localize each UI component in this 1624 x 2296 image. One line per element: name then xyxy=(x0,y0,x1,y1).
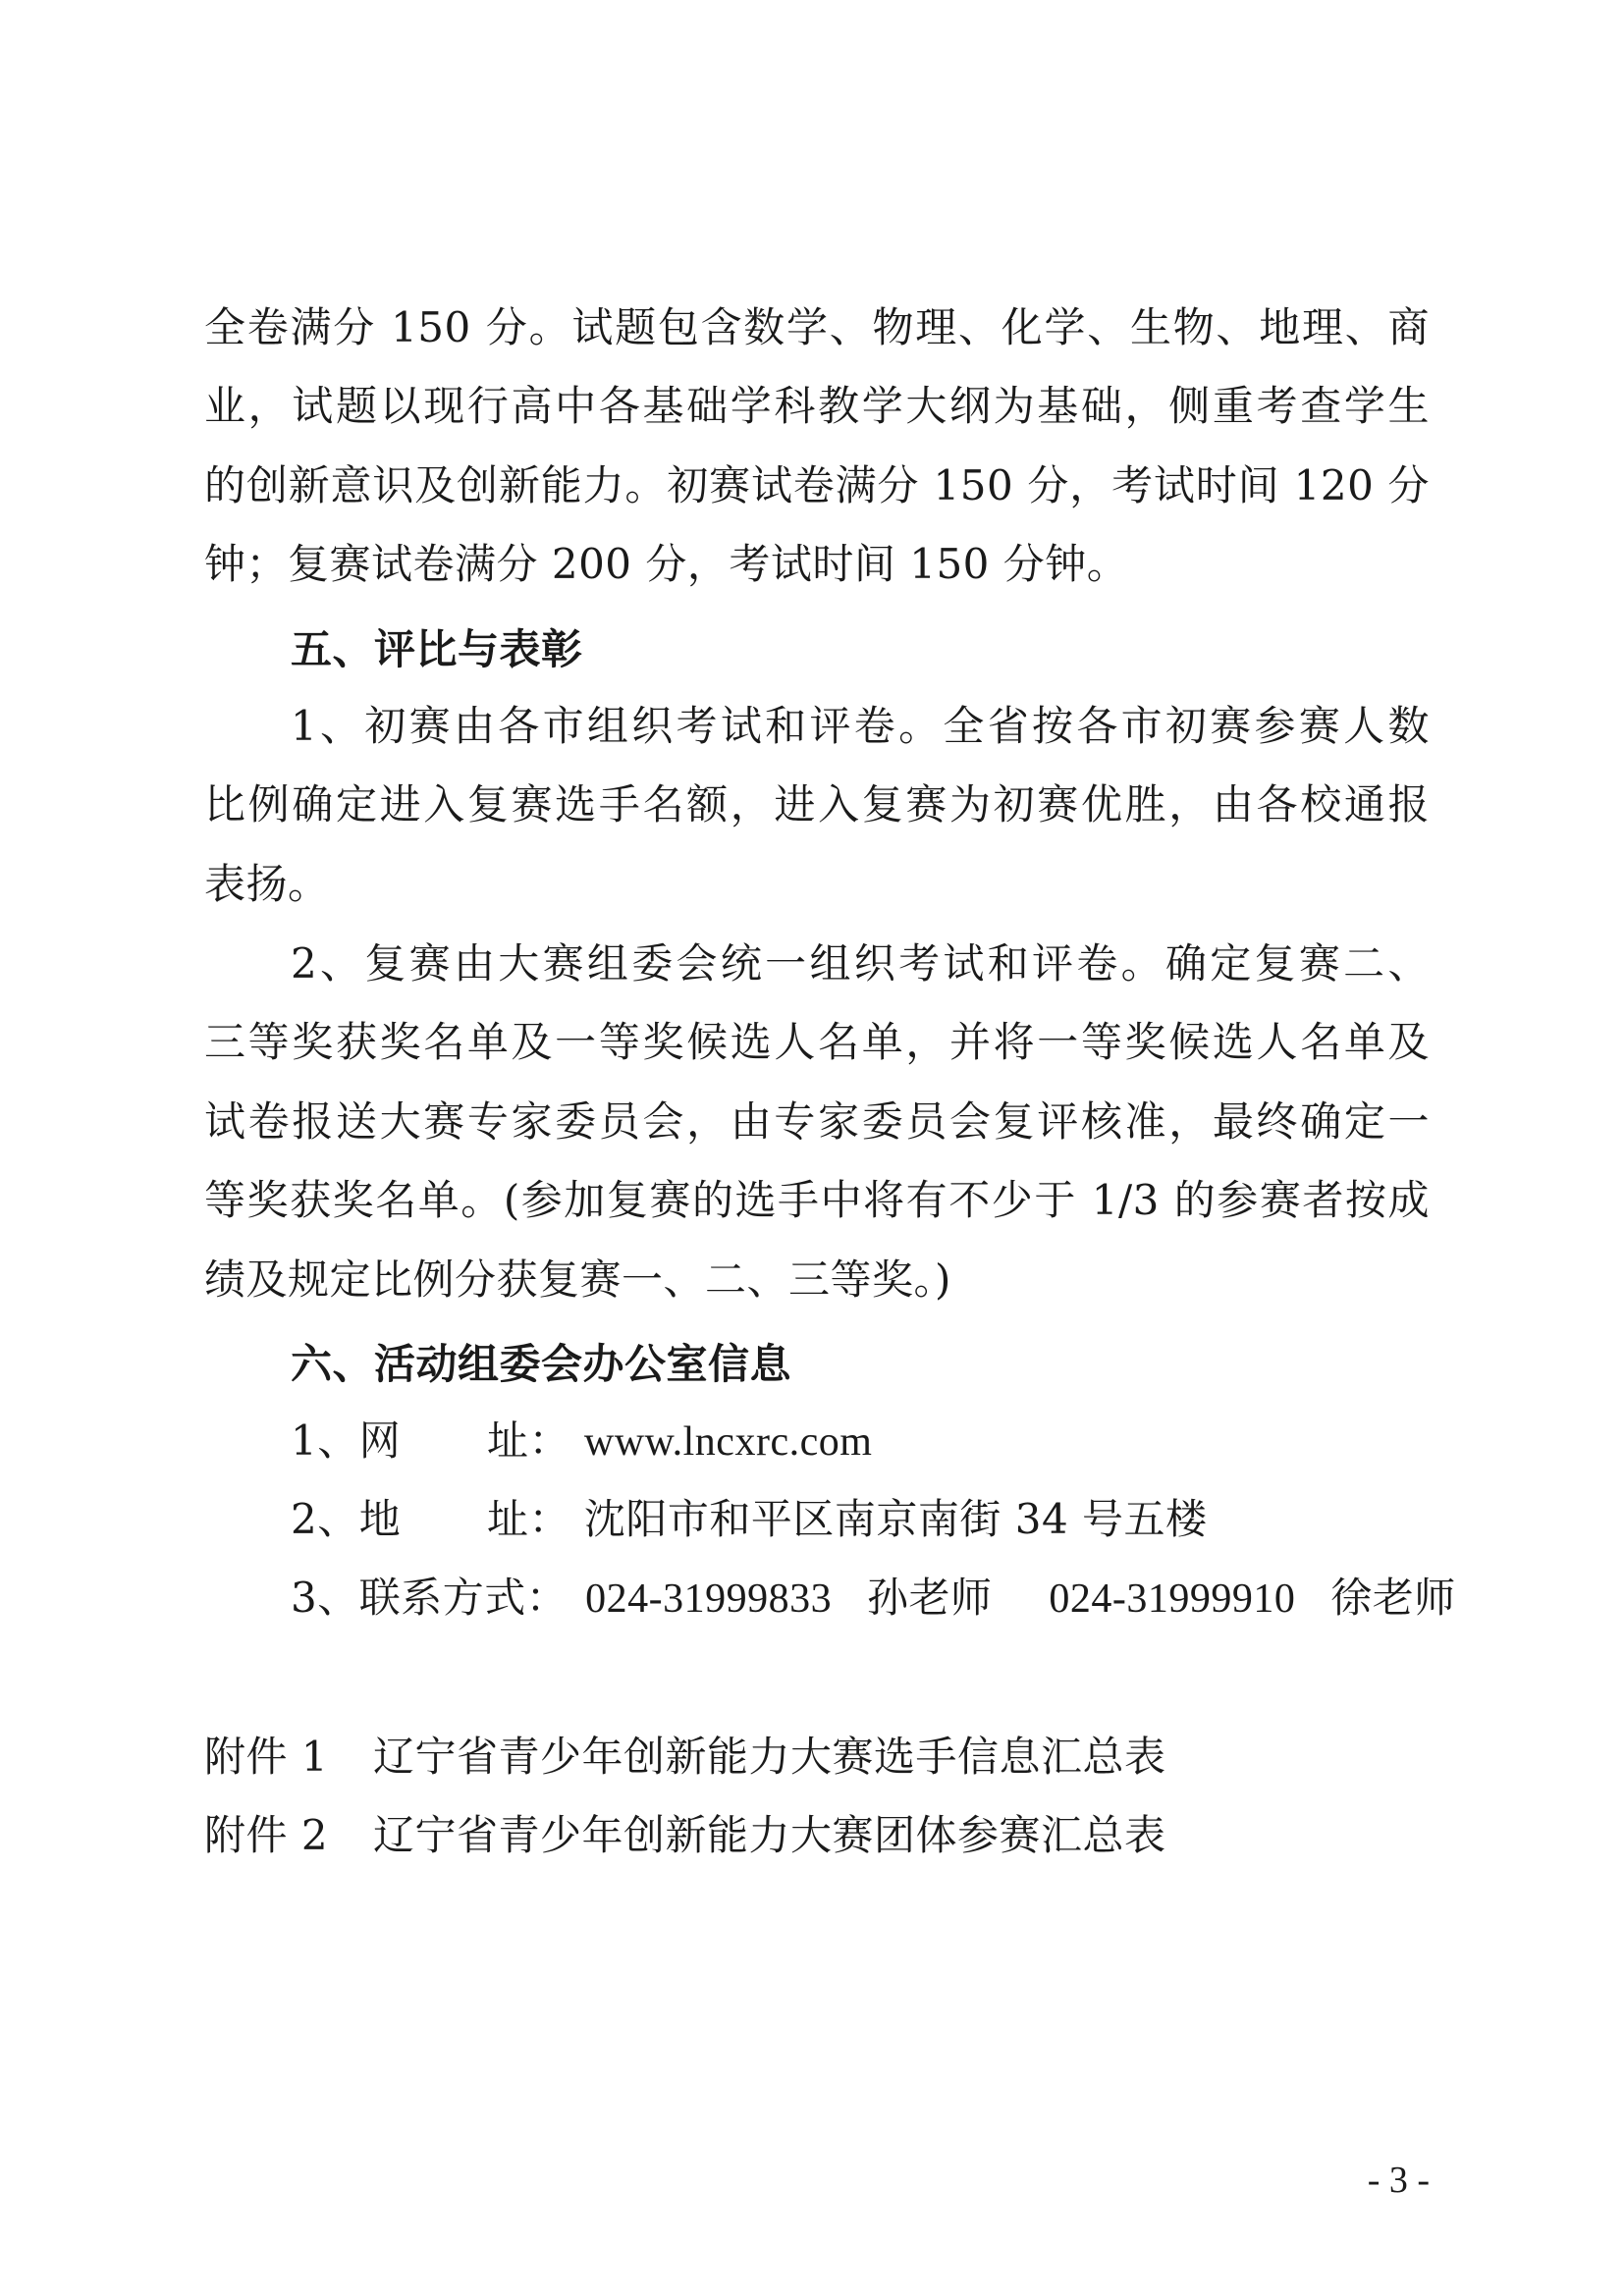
body-line: 的创新意识及创新能力。初赛试卷满分 150 分，考试时间 120 分 xyxy=(204,461,1430,509)
attachment-title: 辽宁省青少年创新能力大赛选手信息汇总表 xyxy=(373,1733,1166,1781)
contact-label: 3、联系方式： xyxy=(291,1574,568,1622)
contact-person-2: 徐老师 xyxy=(1330,1574,1456,1622)
body-line: 业，试题以现行高中各基础学科教学大纲为基础，侧重考查学生 xyxy=(204,382,1430,430)
website-label-b: 址： xyxy=(487,1416,571,1465)
contact-person-1: 孙老师 xyxy=(866,1574,993,1622)
contact-phone-2: 024-31999910 xyxy=(1049,1576,1296,1622)
website-row xyxy=(291,1414,1430,1469)
contact-row xyxy=(291,1571,1456,1627)
website-label-a: 1、网 xyxy=(291,1416,402,1465)
paragraph-line: 绩及规定比例分获复赛一、二、三等奖。) xyxy=(204,1255,951,1304)
body-line: 全卷满分 150 分。试题包含数学、物理、化学、生物、地理、商 xyxy=(204,303,1430,351)
address-value: 沈阳市和平区南京南街 34 号五楼 xyxy=(583,1495,1208,1543)
paragraph-line: 1、初赛由各市组织考试和评卷。全省按各市初赛参赛人数 xyxy=(291,702,1430,750)
attachment-row-2 xyxy=(204,1808,1430,1863)
paragraph-line: 2、复赛由大赛组委会统一组织考试和评卷。确定复赛二、 xyxy=(291,939,1430,988)
paragraph-line: 三等奖获奖名单及一等奖候选人名单，并将一等奖候选人名单及 xyxy=(204,1018,1430,1066)
address-label-a: 2、地 xyxy=(291,1495,402,1543)
body-line: 钟；复赛试卷满分 200 分，考试时间 150 分钟。 xyxy=(204,540,1129,588)
address-label-b: 址： xyxy=(487,1495,571,1543)
section-heading-6: 六、活动组委会办公室信息 xyxy=(291,1340,792,1388)
paragraph-line: 表扬。 xyxy=(204,860,330,908)
page-number: - 3 - xyxy=(1367,2160,1430,2201)
paragraph-line: 试卷报送大赛专家委员会，由专家委员会复评核准，最终确定一 xyxy=(204,1097,1430,1146)
paragraph-line: 等奖获奖名单。(参加复赛的选手中将有不少于 1/3 的参赛者按成 xyxy=(204,1176,1430,1224)
attachment-label: 附件 2 xyxy=(204,1811,329,1859)
section-heading-5: 五、评比与表彰 xyxy=(291,625,583,673)
attachment-title: 辽宁省青少年创新能力大赛团体参赛汇总表 xyxy=(373,1811,1166,1859)
attachment-row-1 xyxy=(204,1730,1430,1785)
paragraph-line: 比例确定进入复赛选手名额，进入复赛为初赛优胜，由各校通报 xyxy=(204,780,1430,828)
address-row xyxy=(291,1492,1430,1547)
contact-phone-1: 024-31999833 xyxy=(585,1576,833,1622)
website-url[interactable]: www.lncxrc.com xyxy=(583,1419,873,1465)
attachment-label: 附件 1 xyxy=(204,1733,329,1781)
